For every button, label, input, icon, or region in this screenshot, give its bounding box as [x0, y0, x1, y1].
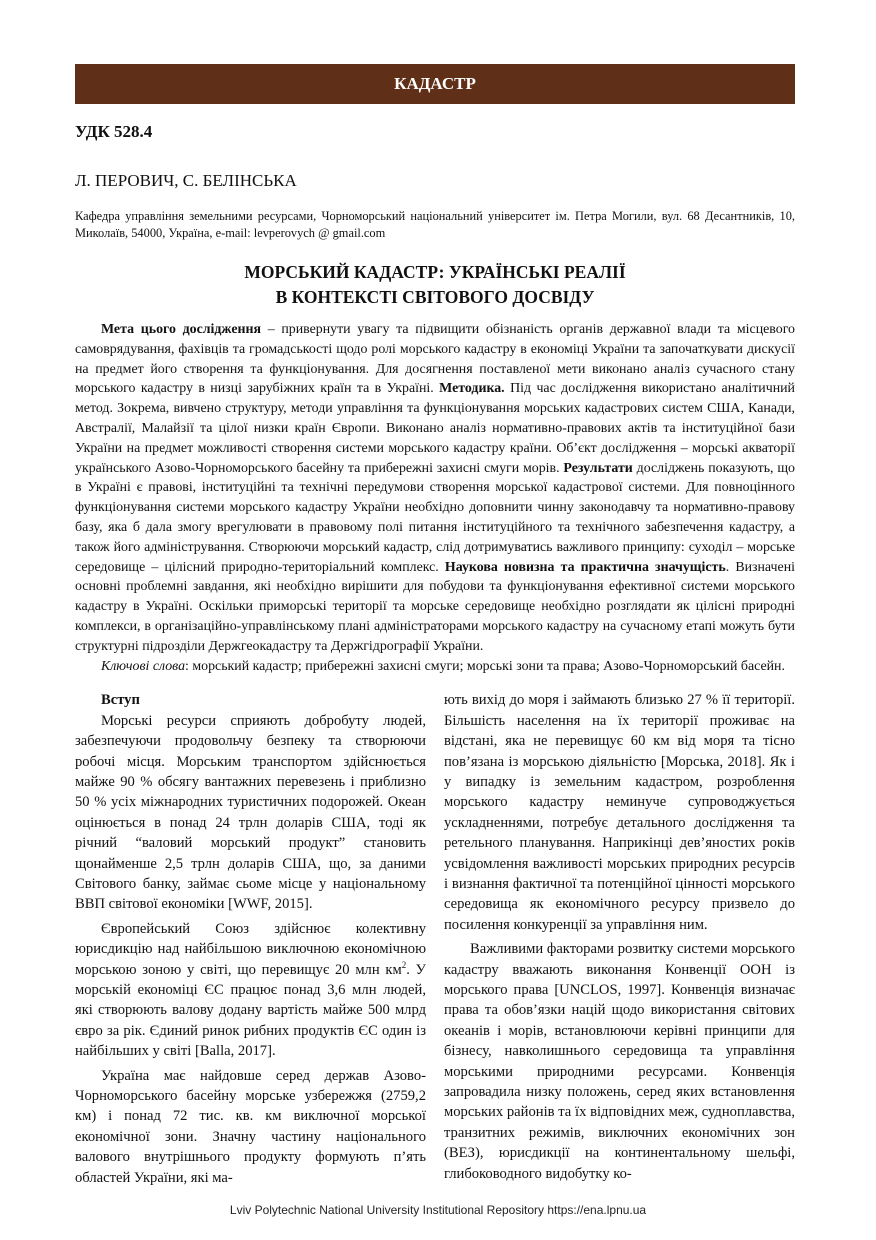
- body-paragraph: [75, 919, 426, 1062]
- body-columns: [75, 690, 795, 1188]
- article-title: [75, 260, 795, 310]
- method-text: Під час дослідження використано аналітичний метод. Зокрема, вивчено структуру, методи управління та функціонування морських кадастрових систем США, Канади, Австралії, Малайзії та цілої низки країн Європи. Виконано аналіз нормативно-правових актів та інституційної бази України на предмет можливості створення системи морського кадастру країни. Об’єкт дослідження – морські акваторії українського Азово-Чорноморського басейну та прибережні захисні смуги морів.: [75, 381, 795, 476]
- aim-text: – привернути увагу та підвищити обізнаність органів державної влади та місцевого самоврядування, фахівців та громадськості щодо ролі морського кадастру в економіці України та започаткувати дискусії на предмет його створення та функціонування. Для досягнення поставленої мети виконано аналіз сучасного стану морського кадастру в низці зарубіжних країн та в Україні.: [75, 322, 795, 397]
- novelty-text: . Визначені основні проблемні завдання, які необхідно вирішити для побудови та функціонування ефективної системи морського кадастру в Україні. Оскільки приморські території та морське середовище необхідно розглядати як цілісні природні комплекси, в організаційно-управлінському плані адміністраторами морського кадастру на сучасному етапі можуть бути структурні підрозділи Держгеокадастру та Держгідрографії України.: [75, 559, 795, 654]
- right-column: [444, 690, 795, 1184]
- keywords-label: Ключові слова: [101, 658, 186, 674]
- method-label: Методика.: [439, 381, 505, 397]
- superscript: 2: [401, 959, 407, 970]
- body-paragraph: Важливими факторами розвитку системи морського кадастру вважають виконання Конвенції ООН із морського права [UNCLOS, 1997]. Конвенція визначає права та обов’язки націй щодо використання світових океанів і морів, встановлюючи керівні принципи для бізнесу, навколишнього середовища та управління морськими природними ресурсами. Конвенція запровадила низку положень, серед яких встановлення морських районів та їх відповідних меж, судноплавства, транзитних режимів, виключних економічних зон (ВЕЗ), юрисдикції на континентальному шельфі, глибоководного видобутку ко-: [444, 941, 795, 1182]
- aim-label: Мета цього дослідження: [101, 322, 262, 337]
- authors: Л. ПЕРОВИЧ, С. БЕЛІНСЬКА: [75, 171, 297, 190]
- text: Європейський Союз здійснює колективну юрисдикцію над найбільшою виключною економічною морською зоною у світі, що перевищує 20 млн км: [75, 920, 426, 978]
- body-paragraph: ють вихід до моря і займають близько 27 % її території. Більшість населення на їх території проживає на відстані, яка не перевищує 60 км від моря та тісно пов’язана із морською діяльністю [Морська, 2018]. Як і у випадку із земельним кадастром, розроблення морського кадастру неминуче супроводжується ускладненнями, потребує детального дослідження та ретельного планування. Наприкінці дев’яностих років усвідомлення важливості морських природних ресурсів і визнання фактичної та потенційної цінності морського середовища як економічного ресурсу призвело до посилення конкуренції за управління ним.: [444, 692, 795, 933]
- keywords-text: : морський кадастр; прибережні захисні смуги; морські зони та права; Азово-Чорноморський басейн.: [185, 658, 785, 674]
- keywords: [75, 657, 795, 677]
- abstract: [75, 320, 795, 676]
- text: . У морській економіці ЄС працює понад 3,6 млн людей, які створюють валову додану вартість майже 500 млрд євро за рік. Єдиний ринок рибних продуктів ЄС один із найбільших у світі [Balla, 2017].: [75, 961, 426, 1060]
- abstract-paragraph: [75, 320, 795, 657]
- body-paragraph: Морські ресурси сприяють добробуту людей, забезпечуючи продовольчу безпеку та створюючи робочі місця. Морським транспортом здійснюється майже 90 % обсягу вантажних перевезень і приблизно 50 % усіх міжнародних туристичних подорожей. Океан оцінюється в понад 24 трлн доларів США, тоді як річний “валовий морський продукт” становить щонайменше 2,5 трлн доларів США, що, за даними Світового банку, займає сьоме місце у національному ВВП світової економіки [WWF, 2015].: [75, 712, 426, 913]
- body-paragraph: Україна має найдовше серед держав Азово-Чорноморського басейну морське узбережжя (2759,2 км) і понад 72 тис. кв. км виключної морської економічної зони. Значну частину національного валового внутрішнього продукту формують п’ять областей України, які ма-: [75, 1067, 426, 1186]
- results-label: Результати: [563, 460, 633, 476]
- intro-heading: Вступ: [101, 692, 140, 709]
- title-line-1: МОРСЬКИЙ КАДАСТР: УКРАЇНСЬКІ РЕАЛІЇ: [244, 262, 626, 282]
- left-column: [75, 690, 426, 1188]
- results-text: досліджень показують, що в Україні є правові, інституційні та технічні передумови створення морської кадастрової системи. Для повноцінного функціонування системи морського кадастру України необхідно доповнити чинну законодавчу та нормативно-правову базу, яка б дала змогу врегулювати в правовому полі питання інституційного та технічного забезпечення кадастру, а також його адміністрування. Створюючи морський кадастр, слід дотримуватись важливого принципу: суходіл – морське середовище – цілісний природно-територіальний комплекс.: [75, 460, 795, 575]
- repository-footer: Lviv Polytechnic National University Institutional Repository https://ena.lpnu.ua: [229, 1203, 647, 1218]
- udk-code: УДК 528.4: [75, 122, 153, 141]
- novelty-label: Наукова новизна та практична значущість: [444, 559, 726, 575]
- section-header-bar: [75, 64, 795, 104]
- title-line-2: В КОНТЕКСТІ СВІТОВОГО ДОСВІДУ: [275, 287, 595, 307]
- section-title: КАДАСТР: [394, 74, 476, 93]
- affiliation: Кафедра управління земельними ресурсами, Чорноморський національний університет ім. Петра Могили, вул. 68 Десантників, 10, Миколаїв, 54000, Україна, e-mail: levperovych @ gmail.com: [75, 209, 795, 240]
